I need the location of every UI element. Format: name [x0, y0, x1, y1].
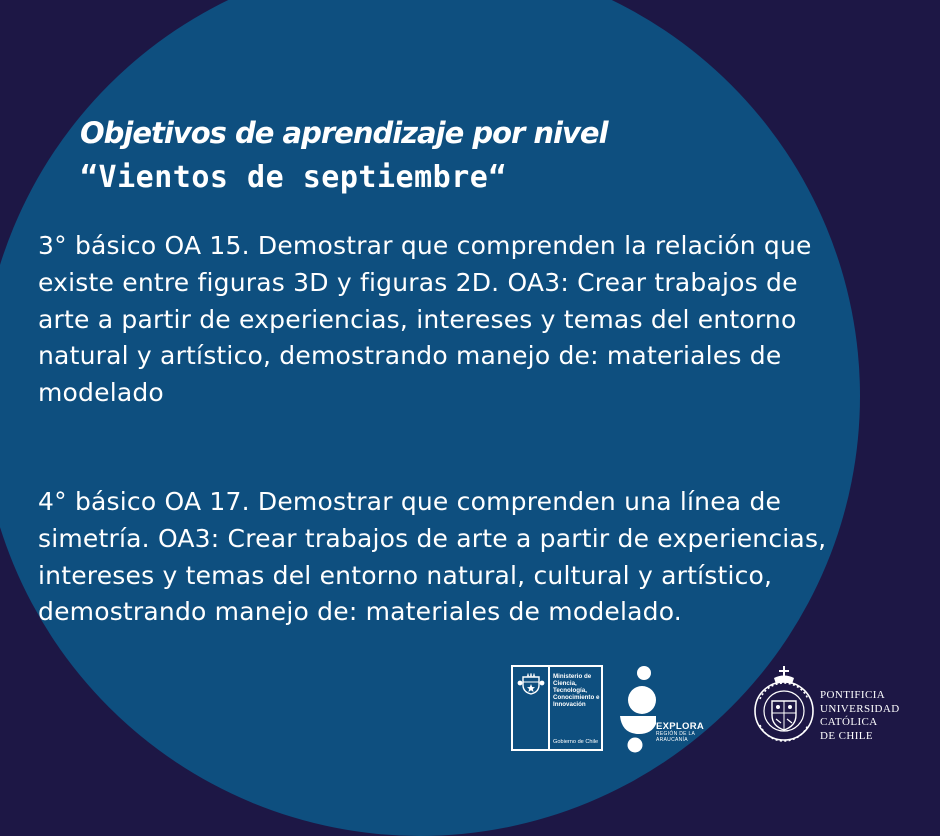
uc-name [820, 689, 900, 743]
explora-region: REGIÓN DE LA ARAUCANÍA [656, 731, 695, 743]
logo-divider [548, 667, 550, 749]
uc-seal-icon [752, 663, 818, 753]
uc-logo [752, 663, 912, 753]
heading-title: Objetivos de aprendizaje por nivel [80, 116, 608, 150]
paragraph-3-basico: 3° básico OA 15. Demostrar que comprenden la relación que existe entre figuras 3D y figuras 2D. OA3: Crear trabajos de arte a partir de experiencias, intereses y temas del entorno natural y artístico, demostrando manejo de: materiales de modelado [38, 231, 812, 408]
coat-of-arms-icon [517, 673, 545, 695]
uc-name-line2: UNIVERSIDAD [820, 702, 900, 715]
ministerio-logo [511, 665, 603, 751]
uc-name-line1: PONTIFICIA [820, 689, 886, 701]
ministerio-name: Ministerio de Ciencia, Tecnología, Conocimiento e Innovación [553, 673, 600, 708]
heading-subtitle: “Vientos de septiembre“ [80, 160, 507, 195]
explora-mark-icon [616, 664, 656, 754]
explora-name: EXPLORA [656, 721, 705, 732]
uc-name-line4: DE CHILE [820, 729, 873, 742]
paragraph-4-basico: 4° básico OA 17. Demostrar que comprenden una línea de simetría. OA3: Crear trabajos de arte a partir de experiencias, intereses y temas del entorno natural, cultural y artístico, demostrando manejo de: materiales de modelado. [38, 487, 827, 627]
gobierno-label: Gobierno de Chile [553, 739, 599, 745]
uc-name-line3: CATÓLICA [820, 716, 878, 728]
explora-logo [616, 664, 716, 760]
